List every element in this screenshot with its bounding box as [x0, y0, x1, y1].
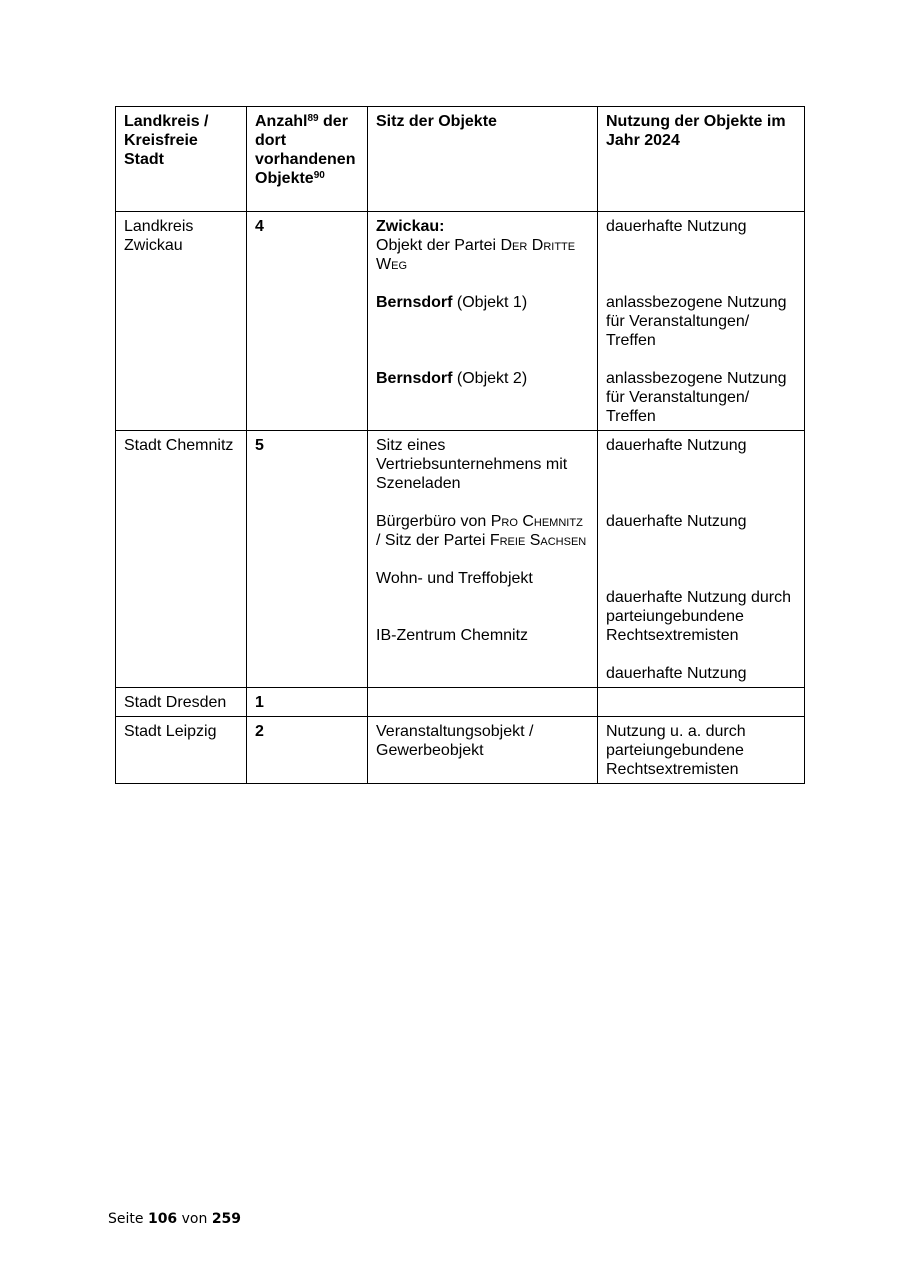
location-entry: Bernsdorf (Objekt 2) — [376, 370, 528, 387]
location-cell — [368, 431, 598, 688]
count-cell: 2 — [247, 717, 368, 784]
location-entry: Zwickau: Objekt der Partei Der Dritte Weg — [376, 218, 576, 273]
usage-cell — [598, 431, 805, 688]
usage-cell — [598, 688, 805, 717]
table-row — [116, 688, 805, 717]
table-header-row — [116, 107, 805, 212]
footnote-ref-89[interactable]: 89 — [307, 113, 319, 124]
table-row — [116, 431, 805, 688]
location-entry: Sitz eines Vertriebsunternehmens mit Szeneladen — [376, 437, 568, 492]
header-usage: Nutzung der Objekte im Jahr 2024 — [598, 107, 805, 212]
usage-entry: anlassbezogene Nutzung für Veranstaltungen/ Treffen — [606, 294, 787, 349]
footnote-ref-90[interactable]: 90 — [313, 170, 325, 181]
party-name: Pro Chemnitz — [490, 513, 583, 530]
header-count: Anzahl$^{89}$ der dort vorhandenen Objekte$^{90}$ — [247, 107, 368, 212]
district-cell: Stadt Chemnitz — [116, 431, 247, 688]
location-entry: IB-Zentrum Chemnitz — [376, 627, 529, 644]
usage-entry: dauerhafte Nutzung durch parteiungebundene Rechtsextremisten — [606, 589, 792, 644]
objects-table — [115, 106, 805, 784]
count-cell: 5 — [247, 431, 368, 688]
location-entry: Bernsdorf (Objekt 1) — [376, 294, 528, 311]
page-footer: Seite 106 von 259 — [108, 1211, 242, 1227]
header-location: Sitz der Objekte — [368, 107, 598, 212]
table-row — [116, 212, 805, 431]
current-page-number: 106 — [147, 1211, 178, 1227]
usage-entry: anlassbezogene Nutzung für Veranstaltungen/ Treffen — [606, 370, 787, 425]
party-name: Der Dritte Weg — [376, 237, 576, 273]
district-cell: Stadt Leipzig — [116, 717, 247, 784]
usage-entry: dauerhafte Nutzung — [606, 513, 747, 530]
location-cell — [368, 212, 598, 431]
usage-entry: dauerhafte Nutzung — [606, 218, 747, 235]
count-cell: 4 — [247, 212, 368, 431]
usage-entry: dauerhafte Nutzung — [606, 437, 747, 454]
usage-cell — [598, 212, 805, 431]
location-entry: Bürgerbüro von Pro Chemnitz / Sitz der Partei Freie Sachsen — [376, 513, 587, 549]
district-cell: Landkreis Zwickau — [116, 212, 247, 431]
party-name: Freie Sachsen — [489, 532, 587, 549]
count-cell: 1 — [247, 688, 368, 717]
usage-cell: Nutzung u. a. durch parteiungebundene Rechtsextremisten — [598, 717, 805, 784]
location-cell: Veranstaltungsobjekt / Gewerbeobjekt — [368, 717, 598, 784]
location-cell — [368, 688, 598, 717]
table-row — [116, 717, 805, 784]
location-entry: Wohn- und Treffobjekt — [376, 570, 533, 587]
header-district: Landkreis / Kreisfreie Stadt — [116, 107, 247, 212]
usage-entry: dauerhafte Nutzung — [606, 665, 747, 682]
district-cell: Stadt Dresden — [116, 688, 247, 717]
total-page-count: 259 — [211, 1211, 242, 1227]
